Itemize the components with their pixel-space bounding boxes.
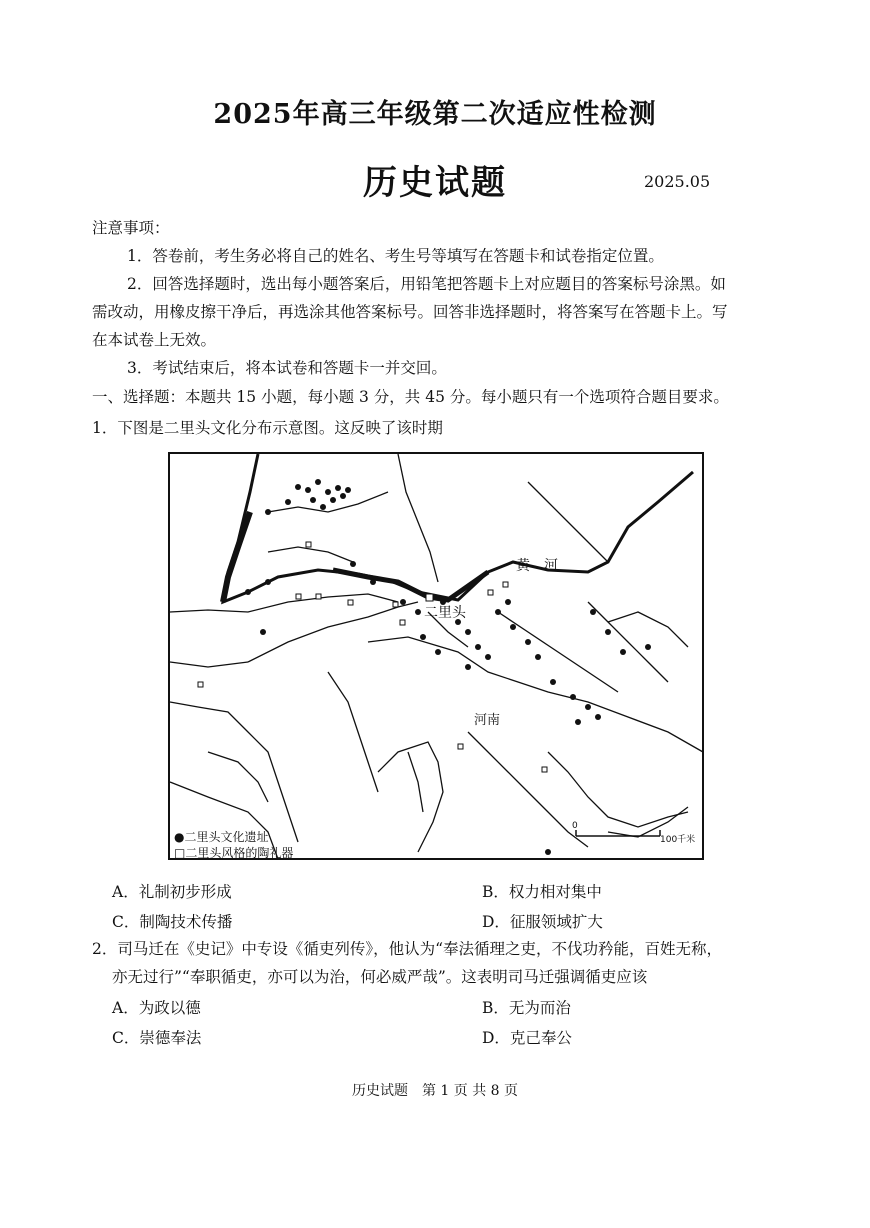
scale-max: 100千米 [660,835,696,845]
q2-option-a: A．为政以德 [112,999,201,1017]
question-1-stem: 1．下图是二里头文化分布示意图。这反映了该时期 [92,419,443,437]
notice-item-2-line-2: 需改动，用橡皮擦干净后，再选涂其他答案标号。回答非选择题时，将答案写在答题卡上。写 [92,303,728,321]
question-2-stem-line-2: 亦无过行”“奉职循吏，亦可以为治，何必威严哉”。这表明司马迁强调循吏应该 [112,968,648,986]
legend-ritual: □二里头风格的陶礼器 [174,846,294,860]
notice-item-2-line-1: 2．回答选择题时，选出每小题答案后，用铅笔把答题卡上对应题目的答案标号涂黑。如 [127,275,726,293]
q2-option-d: D．克己奉公 [482,1029,572,1047]
q1-option-d: D．征服领域扩大 [482,913,603,931]
henan-label: 河南 [474,713,501,728]
notice-item-2-line-3: 在本试卷上无效。 [92,331,217,349]
exam-title: 2025年高三年级第二次适应性检测 [213,99,657,130]
exam-date: 2025.05 [644,172,711,191]
section-heading: 一、选择题：本题共 15 小题，每小题 3 分，共 45 分。每小题只有一个选项符合题目要求。 [92,388,729,406]
q1-option-a: A．礼制初步形成 [112,883,232,901]
question-2-stem-line-1: 2．司马迁在《史记》中专设《循吏列传》，他认为“奉法循理之吏，不伐功矜能，百姓无称， [92,940,723,958]
exam-subtitle: 历史试题 [363,163,507,203]
notice-item-3: 3．考试结束后，将本试卷和答题卡一并交回。 [127,359,447,377]
q1-option-c: C．制陶技术传播 [112,913,233,931]
notice-item-1: 1．答卷前，考生务必将自己的姓名、考生号等填写在答题卡和试卷指定位置。 [127,247,664,265]
erlitou-label: 二里头 [424,605,466,621]
q2-option-c: C．崇德奉法 [112,1029,202,1047]
erlitou-distribution-map [168,452,704,860]
page-footer: 历史试题 第 1 页 共 8 页 [351,1083,519,1099]
legend-site: ●二里头文化遗址 [174,830,269,844]
notice-heading: 注意事项： [92,219,170,237]
q2-option-b: B．无为而治 [482,999,571,1017]
yellow-river-label: 黄 河 [516,558,558,574]
q1-option-b: B．权力相对集中 [482,883,602,901]
scale-zero: 0 [572,821,578,831]
